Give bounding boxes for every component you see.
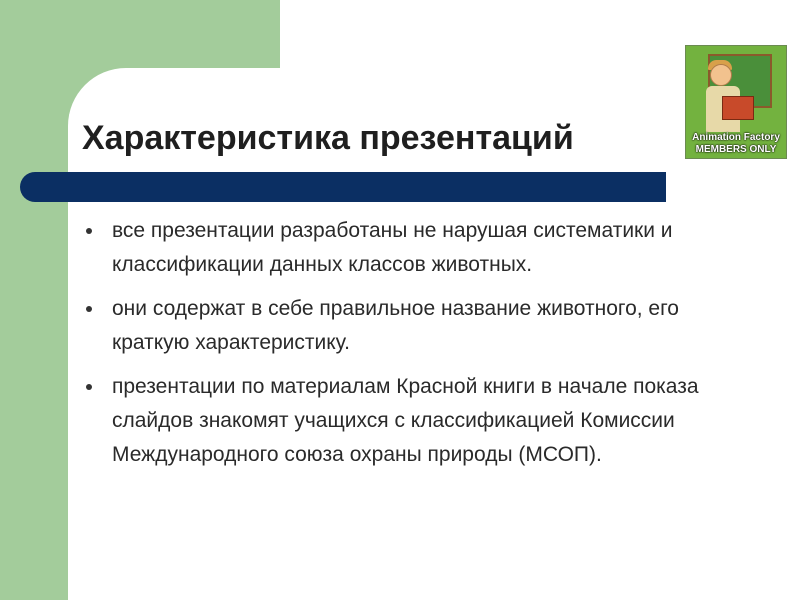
bullet-item xyxy=(84,370,744,472)
bullet-text: все презентации разработаны не нарушая систематики и классификации данных классов животных. xyxy=(112,219,673,276)
bullet-dot-icon xyxy=(86,306,92,312)
bullet-dot-icon xyxy=(86,384,92,390)
teacher-head-icon xyxy=(710,64,732,86)
background-green-strip xyxy=(0,0,68,600)
bullet-list xyxy=(84,214,744,482)
bullet-text: презентации по материалам Красной книги в начале показа слайдов знакомят учащихся с классификацией Комиссии Международного союза охраны природы (МСОП). xyxy=(112,375,699,466)
logo-caption-line1: Animation Factory xyxy=(692,132,780,143)
animation-factory-logo xyxy=(685,45,787,159)
bullet-text: они содержат в себе правильное название животного, его краткую характеристику. xyxy=(112,297,679,354)
bullet-item xyxy=(84,214,744,282)
bullet-dot-icon xyxy=(86,228,92,234)
slide-title: Характеристика презентаций xyxy=(82,119,574,157)
book-icon xyxy=(722,96,754,120)
logo-caption xyxy=(686,132,786,156)
logo-caption-line2: MEMBERS ONLY xyxy=(695,144,777,155)
title-underline-bar xyxy=(20,172,666,202)
bullet-item xyxy=(84,292,744,360)
